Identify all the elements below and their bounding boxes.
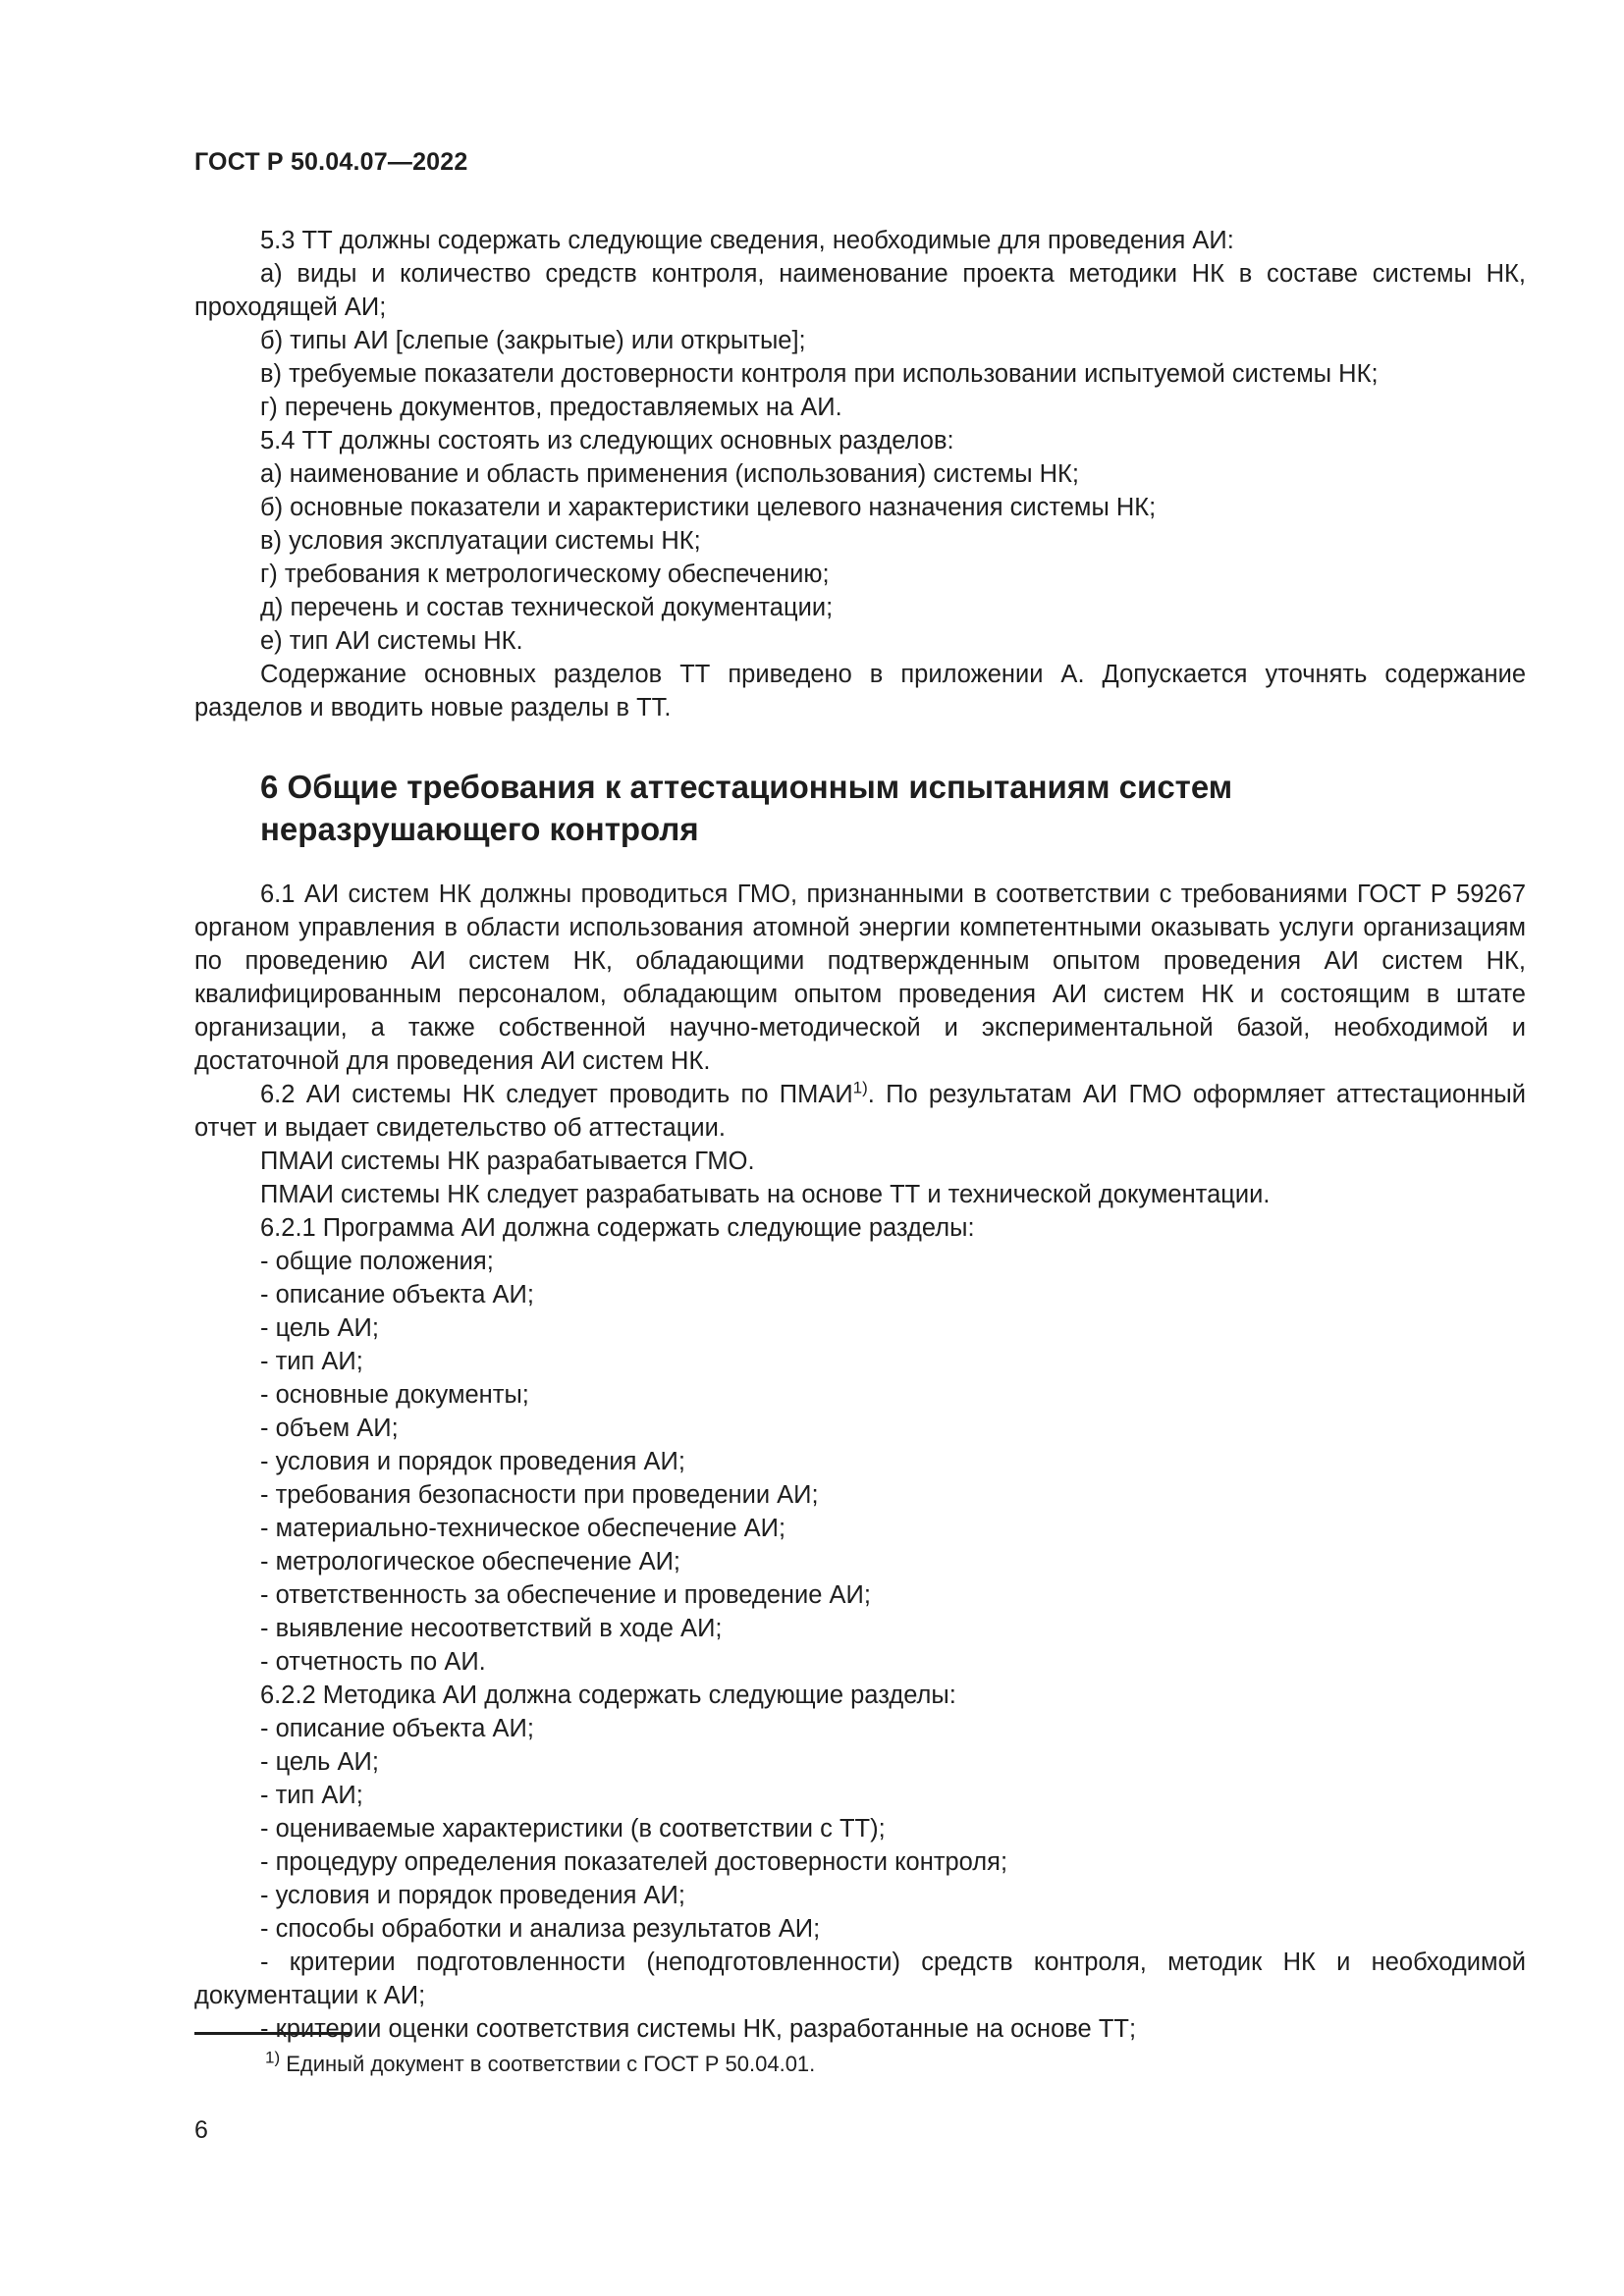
list-item: - описание объекта АИ; (260, 1281, 534, 1308)
section-6-title-line-1: 6 Общие требования к аттестационным испытаниям систем (260, 769, 1233, 805)
list-item: б) основные показатели и характеристики целевого назначения системы НК; (260, 494, 1157, 521)
document-header: ГОСТ Р 50.04.07—2022 (194, 148, 468, 176)
page-number: 6 (194, 2116, 208, 2144)
list-item: - условия и порядок проведения АИ; (260, 1448, 685, 1475)
footnote-divider (194, 2032, 352, 2035)
list-item: - требования безопасности при проведении АИ; (260, 1481, 819, 1509)
list-item: - оцениваемые характеристики (в соответствии с ТТ); (260, 1815, 886, 1842)
clause-6-2-1: 6.2.1 Программа АИ должна содержать следующие разделы: (260, 1214, 975, 1242)
list-item: е) тип АИ системы НК. (260, 627, 523, 655)
list-item: в) условия эксплуатации системы НК; (260, 527, 701, 555)
footnote-mark: 1) (265, 2048, 281, 2067)
list-item: а) виды и количество средств контроля, наименование проекта методики НК в составе системы НК, проходящей АИ; (194, 260, 1526, 321)
list-item: - критерии подготовленности (неподготовленности) средств контроля, методик НК и необходимой документации к АИ; (194, 1949, 1526, 2009)
list-item: - объем АИ; (260, 1415, 399, 1442)
list-item: - метрологическое обеспечение АИ; (260, 1548, 680, 1575)
list-item: - критерии оценки соответствия системы НК, разработанные на основе ТТ; (260, 2015, 1137, 2043)
list-item: в) требуемые показатели достоверности контроля при использовании испытуемой системы НК; (260, 360, 1379, 388)
document-body (194, 224, 1526, 2046)
clause-6-2-text-cont: . По результатам АИ ГМО оформляет аттестационный отчет и выдает свидетельство об аттестации. (194, 1081, 1526, 1142)
list-item: - процедуру определения показателей достоверности контроля; (260, 1848, 1008, 1876)
list-item: - цель АИ; (260, 1314, 379, 1342)
paragraph: ПМАИ системы НК следует разрабатывать на основе ТТ и технической документации. (260, 1181, 1271, 1208)
clause-5-4: 5.4 ТТ должны состоять из следующих основных разделов: (260, 427, 954, 454)
list-item: г) перечень документов, предоставляемых на АИ. (260, 394, 842, 421)
list-item: - выявление несоответствий в ходе АИ; (260, 1615, 723, 1642)
list-item: - описание объекта АИ; (260, 1715, 534, 1742)
list-item: - основные документы; (260, 1381, 529, 1409)
list-item: - ответственность за обеспечение и проведение АИ; (260, 1581, 871, 1609)
list-item: а) наименование и область применения (использования) системы НК; (260, 460, 1079, 488)
clause-6-2-text: 6.2 АИ системы НК следует проводить по ПМАИ (260, 1081, 853, 1108)
clause-6-2-2: 6.2.2 Методика АИ должна содержать следующие разделы: (260, 1682, 956, 1709)
list-item: б) типы АИ [слепые (закрытые) или открытые]; (260, 327, 806, 354)
clause-6-1: 6.1 АИ систем НК должны проводиться ГМО, признанными в соответствии с требованиями ГОСТ Р 59267 органом управления в области использования атомной энергии компетентными оказывать услуги организациям по проведению АИ систем НК, обладающими подтвержденным опытом проведения АИ систем НК, квалифицированным персоналом, обладающим опытом проведения АИ систем НК и состоящим в штате организации, а также собственной научно-методической и экспериментальной базой, необходимой и достаточной для проведения АИ систем НК. (194, 881, 1526, 1075)
clause-5-3: 5.3 ТТ должны содержать следующие сведения, необходимые для проведения АИ: (260, 227, 1234, 254)
footnote (265, 2050, 815, 2079)
section-6-heading (260, 766, 1526, 850)
list-item: г) требования к метрологическому обеспечению; (260, 561, 830, 588)
list-item: д) перечень и состав технической документации; (260, 594, 834, 621)
footnote-text: Единый документ в соответствии с ГОСТ Р 50.04.01. (280, 2052, 816, 2076)
paragraph: Содержание основных разделов ТТ приведено в приложении А. Допускается уточнять содержание разделов и вводить новые разделы в ТТ. (194, 661, 1526, 721)
list-item: - общие положения; (260, 1248, 494, 1275)
list-item: - условия и порядок проведения АИ; (260, 1882, 685, 1909)
paragraph: ПМАИ системы НК разрабатывается ГМО. (260, 1148, 755, 1175)
footnote-reference: 1) (852, 1078, 868, 1097)
section-6-title-line-2: неразрушающего контроля (260, 811, 699, 847)
list-item: - тип АИ; (260, 1782, 363, 1809)
list-item: - цель АИ; (260, 1748, 379, 1776)
list-item: - материально-техническое обеспечение АИ; (260, 1515, 786, 1542)
list-item: - способы обработки и анализа результатов АИ; (260, 1915, 821, 1943)
clause-6-2 (194, 1078, 1526, 1145)
list-item: - отчетность по АИ. (260, 1648, 486, 1676)
list-item: - тип АИ; (260, 1348, 363, 1375)
